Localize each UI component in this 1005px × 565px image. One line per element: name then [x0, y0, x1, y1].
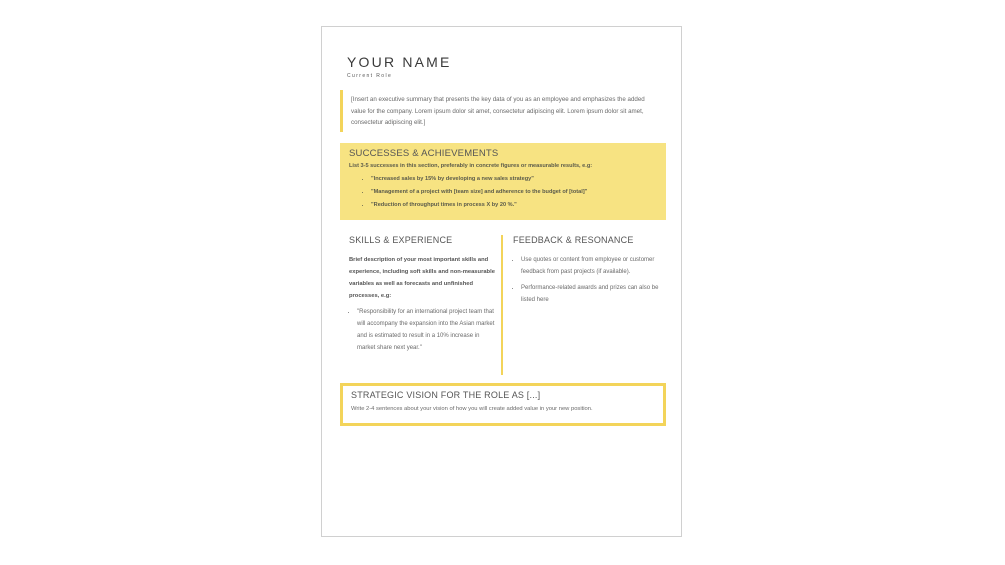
executive-summary-text: [Insert an executive summary that presents the key data of you as an employee and emphasizes the added value for the company. Lorem ipsum dolor sit amet, consectetur adipiscing elit. Lorem ipsum dolor sit amet, consectetur adipiscing elit.]: [351, 96, 645, 126]
successes-list: [349, 173, 657, 212]
document-page: [321, 26, 682, 537]
vision-title: STRATEGIC VISION FOR THE ROLE AS [...]: [351, 390, 541, 400]
skills-section: [349, 235, 499, 358]
skills-lead: Brief description of your most important skills and experience, including soft skills and non-measurable variables as well as forecasts and unfinished processes, e.g:: [349, 257, 495, 299]
list-item: • "Reduction of throughput times in process X by 20 %.": [371, 199, 657, 212]
vision-section: [340, 383, 666, 426]
skills-title: SKILLS & EXPERIENCE: [349, 235, 453, 245]
successes-lead: List 3-5 successes in this section, preferably in concrete figures or measurable results, e.g:: [349, 163, 593, 169]
list-item: • "Responsibility for an international project team that will accompany the expansion into the Asian market and is estimated to result in a 10% increase in market share next year.": [357, 306, 499, 354]
list-item: • Use quotes or content from employee or customer feedback from past projects (if available).: [521, 254, 661, 278]
current-role: Current Role: [347, 73, 393, 79]
feedback-list: [513, 254, 661, 306]
feedback-title: FEEDBACK & RESONANCE: [513, 235, 634, 245]
executive-summary: [340, 90, 658, 132]
successes-section: [340, 143, 666, 220]
candidate-name: YOUR NAME: [347, 54, 452, 70]
successes-title: SUCCESSES & ACHIEVEMENTS: [349, 148, 499, 159]
list-item: • Performance-related awards and prizes can also be listed here: [521, 282, 661, 306]
list-item: • "Management of a project with [team size] and adherence to the budget of [total]": [371, 186, 657, 199]
skills-list: [349, 306, 499, 354]
vision-text: Write 2-4 sentences about your vision of how you will create added value in your new position.: [351, 406, 593, 412]
feedback-section: [501, 235, 661, 375]
list-item: • "Increased sales by 15% by developing a new sales strategy": [371, 173, 657, 186]
